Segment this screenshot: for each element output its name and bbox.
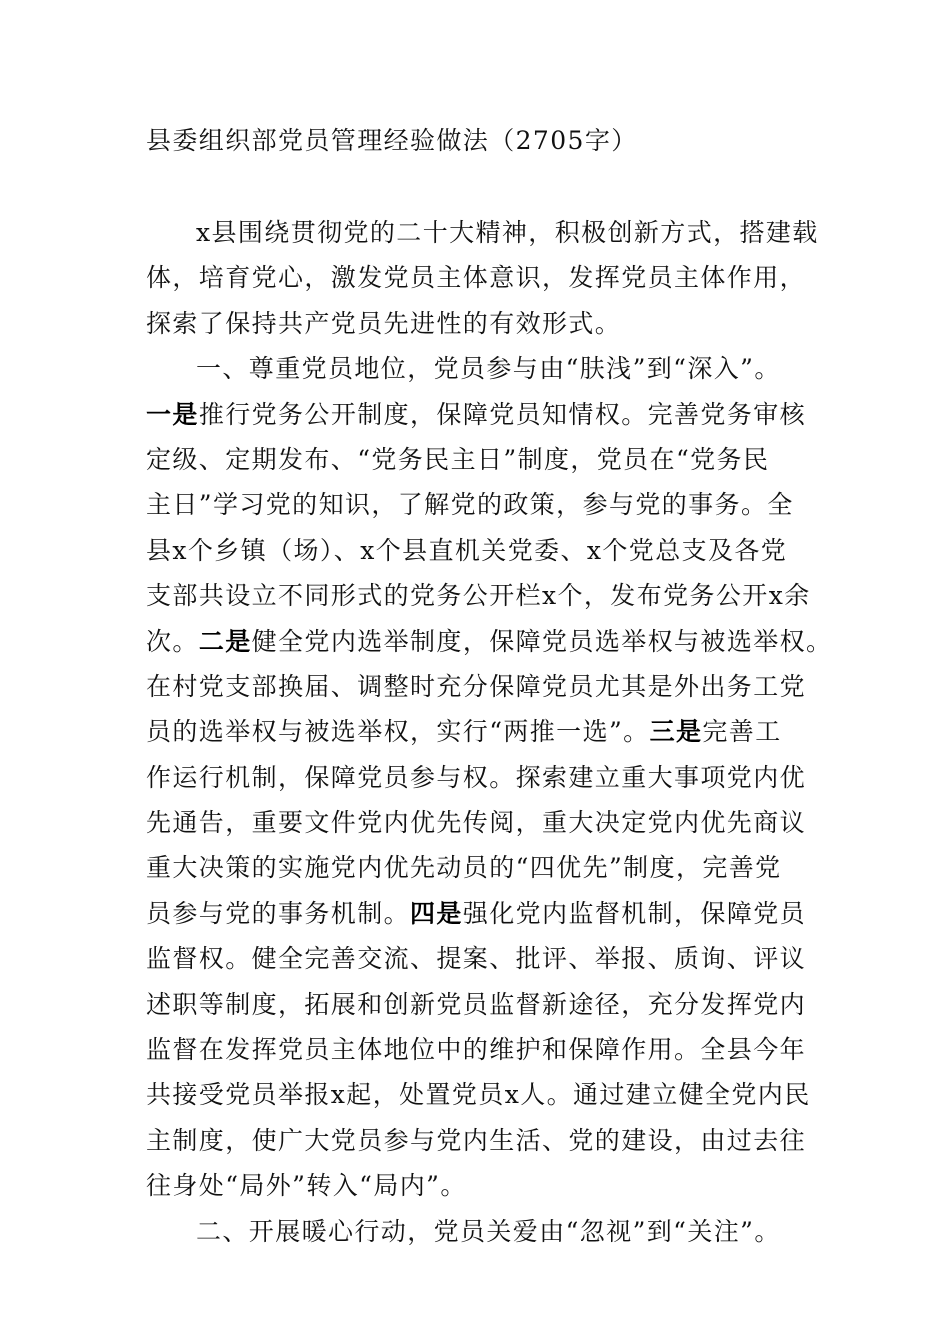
text-run: 健全党内选举制度，保障党员选举权与被选举权。 <box>251 626 833 656</box>
text-run: 完善工 <box>702 717 782 747</box>
text-line: 重大决策的实施党内优先动员的“四优先”制度，完善党 <box>146 853 782 883</box>
section-heading-1: 一、尊重党员地位，党员参与由“肤浅”到“深入”。 <box>196 354 781 384</box>
text-line: 作运行机制，保障党员参与权。探索建立重大事项党内优 <box>146 762 807 792</box>
text-line: 探索了保持共产党员先进性的有效形式。 <box>146 308 622 338</box>
text-run: 员的选举权与被选举权，实行“两推一选”。 <box>146 717 650 747</box>
text-line: 主制度，使广大党员参与党内生活、党的建设，由过去往 <box>146 1125 807 1155</box>
text-line <box>146 709 826 754</box>
text-line: 在村党支部换届、调整时充分保障党员尤其是外出务工党 <box>146 671 807 701</box>
document-body <box>146 210 833 1254</box>
marker-first: 一是 <box>146 399 199 429</box>
text-line: 县x个乡镇（场）、x个县直机关党委、x个党总支及各党 <box>146 535 788 565</box>
text-line: 体，培育党心，激发党员主体意识，发挥党员主体作用， <box>146 263 807 293</box>
text-line: 监督在发挥党员主体地位中的维护和保障作用。全县今年 <box>146 1035 807 1065</box>
text-line: 述职等制度，拓展和创新党员监督新途径，充分发挥党内 <box>146 989 807 1019</box>
text-line <box>146 619 833 664</box>
section-heading-2: 二、开展暖心行动，党员关爱由“忽视”到“关注”。 <box>196 1216 781 1246</box>
document-title: 县委组织部党员管理经验做法（2705字） <box>146 126 638 155</box>
text-line: 支部共设立不同形式的党务公开栏x个，发布党务公开x余 <box>146 581 811 611</box>
text-line: x县围绕贯彻党的二十大精神，积极创新方式，搭建载 <box>196 218 819 247</box>
text-line: 往身处“局外”转入“局内”。 <box>146 1171 467 1201</box>
text-run: 推行党务公开制度，保障党员知情权。完善党务审核 <box>198 399 807 429</box>
text-line <box>146 392 826 437</box>
text-line: 定级、定期发布、“党务民主日”制度，党员在“党务民 <box>146 444 770 474</box>
marker-second: 二是 <box>198 626 252 656</box>
text-line: 主日”学习党的知识，了解党的政策，参与党的事务。全 <box>146 490 794 520</box>
text-run: 员参与党的事务机制。 <box>146 898 411 928</box>
text-line: 共接受党员举报x起，处置党员x人。通过建立健全党内民 <box>146 1080 811 1110</box>
marker-fourth: 四是 <box>410 898 463 928</box>
text-line <box>146 891 826 936</box>
text-line: 监督权。健全完善交流、提案、批评、举报、质询、评议 <box>146 944 807 974</box>
text-line: 先通告，重要文件党内优先传阅，重大决定党内优先商议 <box>146 808 807 838</box>
marker-third: 三是 <box>649 717 703 747</box>
text-run: 次。 <box>146 626 199 656</box>
text-run: 强化党内监督机制，保障党员 <box>462 898 807 928</box>
